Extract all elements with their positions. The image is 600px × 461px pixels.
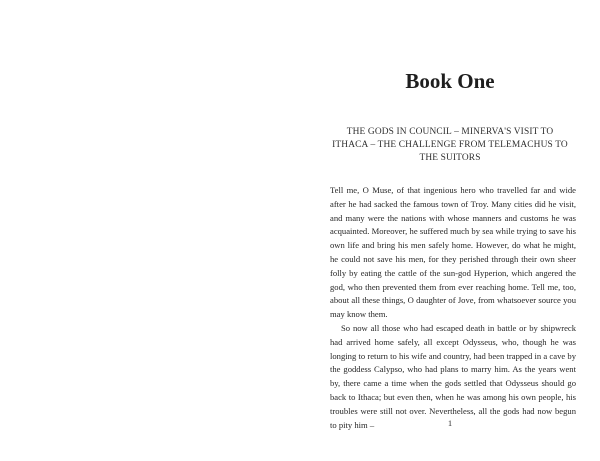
paragraph-1: Tell me, O Muse, of that ingenious hero who travelled far and wide after he had sacked the famous town of Troy. Many cities did he visit, and many were the nations with whose manners and customs he was acquainted. Moreover, he suffered much by sea while trying to save his own life and bring his men safely home. However, do what he might, he could not save his men, for they perished through their own sheer folly by eating the cattle of the sun-god Hyperion, which angered the god, who then prevented them from ever reaching home. Tell me, too, about all these things, O daughter of Jove, from whatsoever source you may know them. (330, 185, 576, 320)
chapter-body (330, 184, 576, 432)
paragraph-2: So now all those who had escaped death in battle or by shipwreck had arrived home safely, all except Odysseus, who, though he was longing to return to his wife and country, had been trapped in a cave by the goddess Calypso, who had plans to marry him. As the years went by, there came a time when the gods settled that Odysseus should go back to Ithaca; but even then, when he was among his own people, his troubles were still not over. Nevertheless, all the gods had now begun to pity him – (330, 322, 576, 430)
right-page (300, 0, 600, 461)
page-number: 1 (447, 418, 453, 428)
chapter-title: Book One (405, 69, 495, 93)
chapter-subtitle: THE GODS IN COUNCIL – MINERVA'S VISIT TO ITHACA – THE CHALLENGE FROM TELEMACHUS TO THE SUITORS (332, 127, 568, 163)
